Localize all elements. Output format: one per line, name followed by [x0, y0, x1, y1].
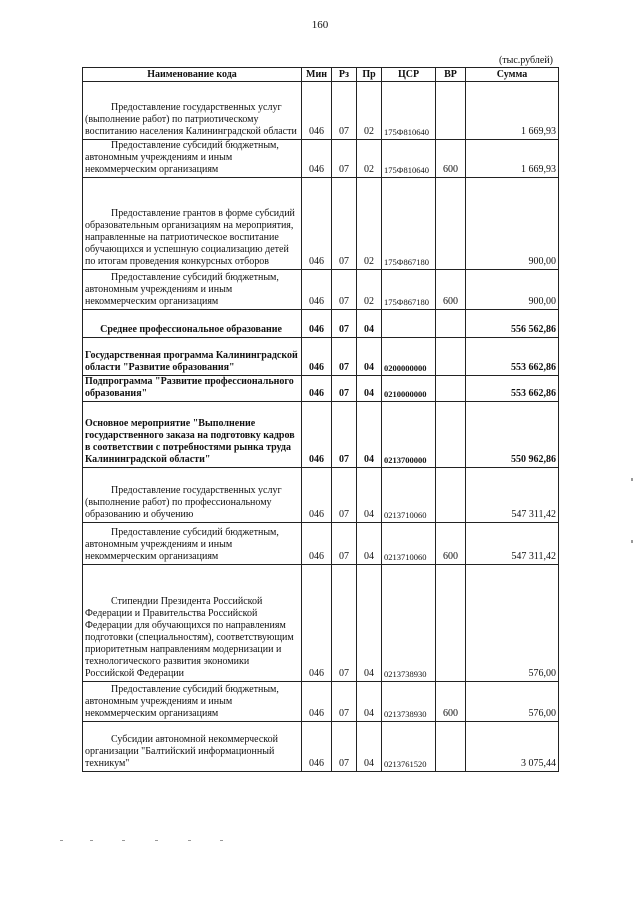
header-sum: Сумма — [466, 68, 559, 82]
cell-csr: 0210000000 — [382, 376, 436, 402]
header-name: Наименование кода — [83, 68, 302, 82]
cell-pr: 04 — [357, 310, 382, 338]
cell-csr — [382, 310, 436, 338]
header-min: Мин — [302, 68, 332, 82]
cell-rz: 07 — [332, 402, 357, 468]
cell-vr — [436, 565, 466, 682]
cell-csr: 0200000000 — [382, 338, 436, 376]
cell-vr — [436, 338, 466, 376]
cell-min: 046 — [302, 270, 332, 310]
units-label: (тыс.рублей) — [498, 55, 553, 66]
header-csr: ЦСР — [382, 68, 436, 82]
cell-name: Среднее профессиональное образование — [83, 310, 302, 338]
scan-marks — [60, 840, 260, 850]
scan-mark — [631, 478, 633, 481]
cell-sum: 547 311,42 — [466, 468, 559, 523]
cell-sum: 576,00 — [466, 565, 559, 682]
cell-name: Предоставление субсидий бюджетным, автономным учреждениям и иным некоммерческим организациям — [83, 270, 302, 310]
cell-min: 046 — [302, 178, 332, 270]
cell-name: Предоставление субсидий бюджетным, автономным учреждениям и иным некоммерческим организациям — [83, 523, 302, 565]
cell-pr: 04 — [357, 565, 382, 682]
cell-vr — [436, 402, 466, 468]
cell-pr: 04 — [357, 722, 382, 772]
cell-name: Предоставление субсидий бюджетным, автономным учреждениям и иным некоммерческим организациям — [83, 140, 302, 178]
cell-rz: 07 — [332, 82, 357, 140]
cell-sum: 553 662,86 — [466, 376, 559, 402]
cell-name: Предоставление грантов в форме субсидий образовательным организациям на мероприятия, направленные на патриотическое воспитание обучающихся и успешную социализацию детей по итогам проведения конкурсных отборов — [83, 178, 302, 270]
cell-name: Основное мероприятие "Выполнение государственного заказа на подготовку кадров в соответствии с потребностями рынка труда Калининградской области" — [83, 402, 302, 468]
cell-rz: 07 — [332, 178, 357, 270]
table-row — [83, 310, 559, 338]
cell-vr: 600 — [436, 270, 466, 310]
cell-vr — [436, 468, 466, 523]
cell-vr — [436, 178, 466, 270]
cell-csr: 0213738930 — [382, 565, 436, 682]
scan-mark — [631, 540, 633, 543]
page-number: 160 — [311, 19, 329, 31]
cell-name: Предоставление государственных услуг (выполнение работ) по патриотическому воспитанию населения Калининградской области — [83, 82, 302, 140]
cell-name: Подпрограмма "Развитие профессионального образования" — [83, 376, 302, 402]
cell-pr: 04 — [357, 523, 382, 565]
header-vr: ВР — [436, 68, 466, 82]
cell-pr: 04 — [357, 468, 382, 523]
cell-pr: 04 — [357, 338, 382, 376]
cell-csr: 0213761520 — [382, 722, 436, 772]
header-rz: Рз — [332, 68, 357, 82]
cell-vr: 600 — [436, 523, 466, 565]
cell-name: Стипендии Президента Российской Федерации и Правительства Российской Федерации для обучающихся по направлениям подготовки (специальностям), соответствующим приоритетным направлениям модернизации и технологического развития экономики Российской Федерации — [83, 565, 302, 682]
cell-vr — [436, 310, 466, 338]
table-row — [83, 682, 559, 722]
cell-min: 046 — [302, 523, 332, 565]
cell-rz: 07 — [332, 338, 357, 376]
cell-min: 046 — [302, 310, 332, 338]
cell-sum: 3 075,44 — [466, 722, 559, 772]
cell-rz: 07 — [332, 376, 357, 402]
cell-pr: 04 — [357, 682, 382, 722]
cell-min: 046 — [302, 376, 332, 402]
header-row — [83, 68, 559, 82]
budget-table — [82, 67, 559, 772]
table-row — [83, 82, 559, 140]
cell-rz: 07 — [332, 565, 357, 682]
cell-rz: 07 — [332, 523, 357, 565]
table-row — [83, 523, 559, 565]
cell-min: 046 — [302, 402, 332, 468]
table-row — [83, 140, 559, 178]
header-pr: Пр — [357, 68, 382, 82]
cell-min: 046 — [302, 140, 332, 178]
cell-sum: 550 962,86 — [466, 402, 559, 468]
cell-pr: 04 — [357, 402, 382, 468]
cell-sum: 900,00 — [466, 178, 559, 270]
cell-min: 046 — [302, 468, 332, 523]
cell-sum: 547 311,42 — [466, 523, 559, 565]
cell-pr: 02 — [357, 82, 382, 140]
table-row — [83, 338, 559, 376]
cell-sum: 576,00 — [466, 682, 559, 722]
cell-name: Государственная программа Калининградской области "Развитие образования" — [83, 338, 302, 376]
table-body — [83, 82, 559, 772]
cell-name: Предоставление субсидий бюджетным, автономным учреждениям и иным некоммерческим организациям — [83, 682, 302, 722]
cell-csr: 175Ф810640 — [382, 82, 436, 140]
cell-vr: 600 — [436, 682, 466, 722]
cell-rz: 07 — [332, 722, 357, 772]
cell-vr — [436, 722, 466, 772]
table-row — [83, 565, 559, 682]
table-row — [83, 376, 559, 402]
cell-vr — [436, 376, 466, 402]
cell-csr: 0213700000 — [382, 402, 436, 468]
cell-sum: 556 562,86 — [466, 310, 559, 338]
table-row — [83, 178, 559, 270]
cell-csr: 0213710060 — [382, 468, 436, 523]
table-header — [83, 68, 559, 82]
cell-csr: 175Ф867180 — [382, 178, 436, 270]
cell-min: 046 — [302, 82, 332, 140]
cell-sum: 553 662,86 — [466, 338, 559, 376]
cell-vr: 600 — [436, 140, 466, 178]
cell-rz: 07 — [332, 140, 357, 178]
cell-rz: 07 — [332, 682, 357, 722]
cell-vr — [436, 82, 466, 140]
cell-sum: 900,00 — [466, 270, 559, 310]
cell-pr: 02 — [357, 140, 382, 178]
cell-rz: 07 — [332, 468, 357, 523]
cell-rz: 07 — [332, 270, 357, 310]
cell-sum: 1 669,93 — [466, 140, 559, 178]
cell-name: Предоставление государственных услуг (выполнение работ) по профессиональному образованию и обучению — [83, 468, 302, 523]
cell-min: 046 — [302, 565, 332, 682]
cell-csr: 175Ф810640 — [382, 140, 436, 178]
table-row — [83, 270, 559, 310]
table-row — [83, 722, 559, 772]
table-row — [83, 468, 559, 523]
cell-rz: 07 — [332, 310, 357, 338]
cell-csr: 0213738930 — [382, 682, 436, 722]
cell-min: 046 — [302, 338, 332, 376]
cell-name: Субсидии автономной некоммерческой организации "Балтийский информационный техникум" — [83, 722, 302, 772]
cell-pr: 02 — [357, 178, 382, 270]
table-row — [83, 402, 559, 468]
cell-csr: 0213710060 — [382, 523, 436, 565]
cell-min: 046 — [302, 682, 332, 722]
cell-pr: 04 — [357, 376, 382, 402]
cell-min: 046 — [302, 722, 332, 772]
cell-csr: 175Ф867180 — [382, 270, 436, 310]
cell-sum: 1 669,93 — [466, 82, 559, 140]
cell-pr: 02 — [357, 270, 382, 310]
